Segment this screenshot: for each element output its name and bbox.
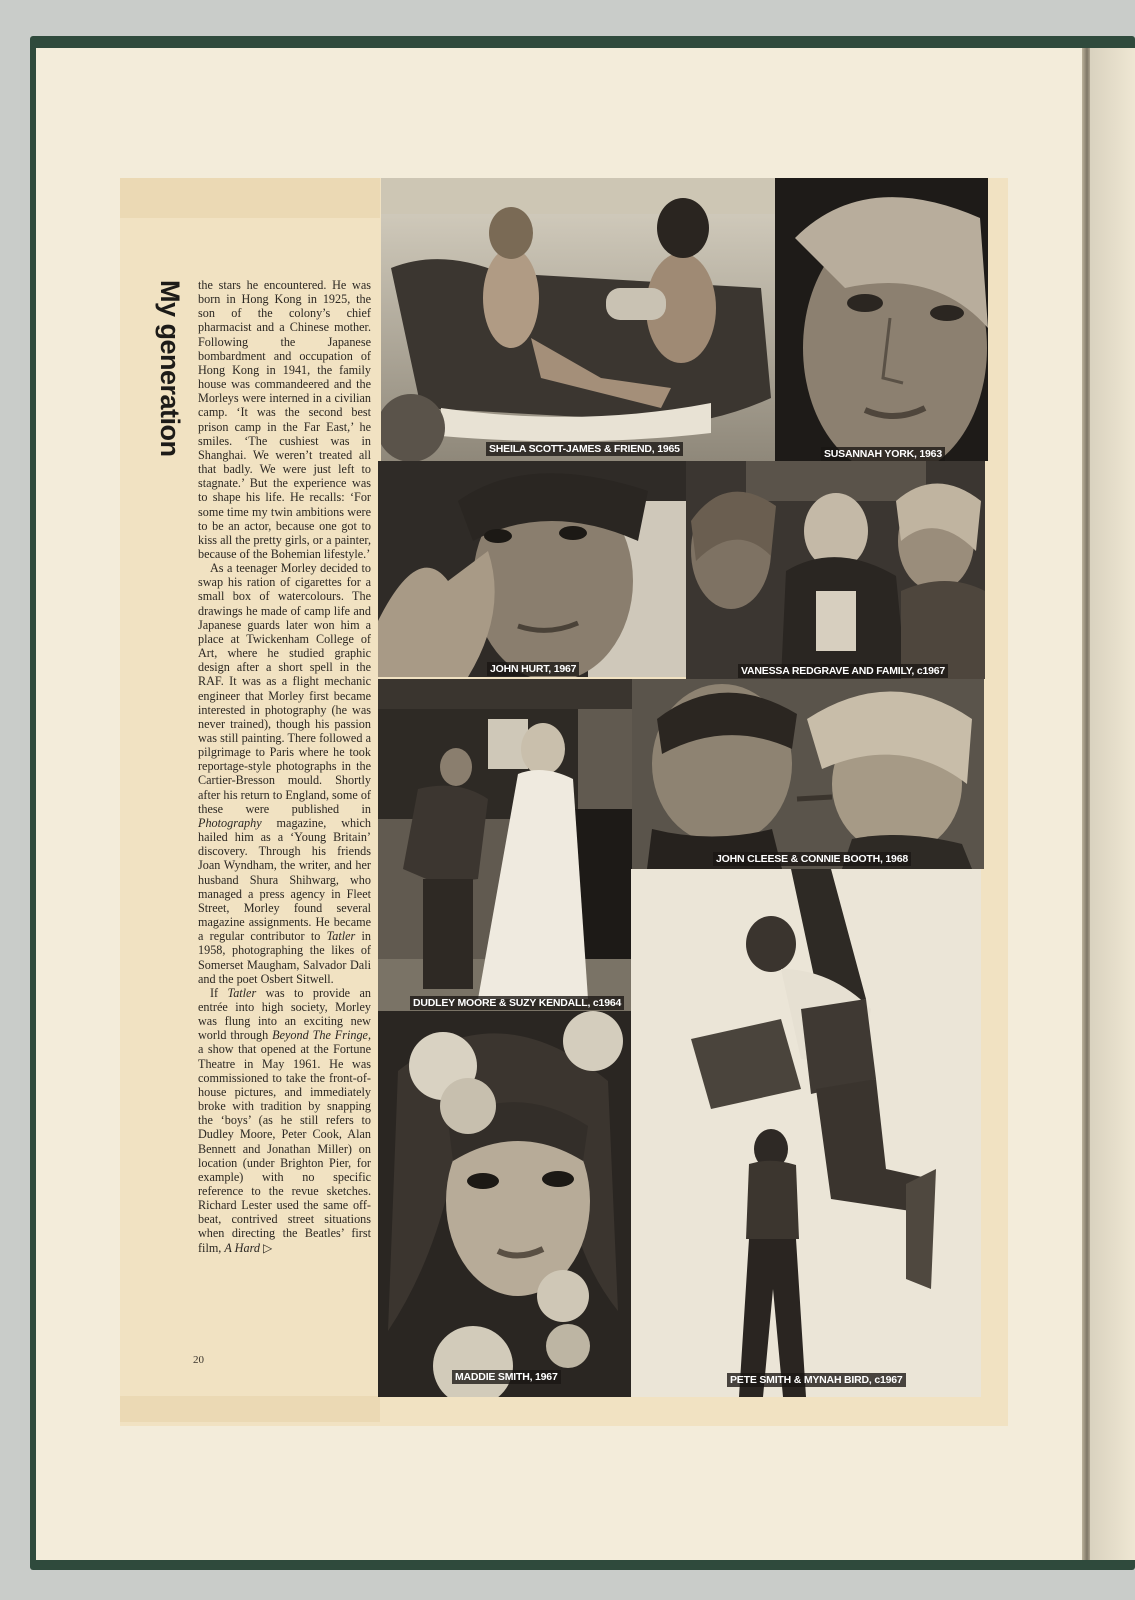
article-text-run: A Hard [224, 1240, 260, 1255]
photo-john-cleese [632, 679, 984, 869]
clipping-tint-band-bottom [120, 1396, 380, 1422]
article-text-run: was to provide an entrée into high society, Morley was flung into an exciting new world through [198, 985, 371, 1043]
photo-dudley-moore [378, 679, 632, 1011]
photo-sheila-scott-james [381, 178, 775, 461]
article-text-run: ▷ [259, 1240, 273, 1255]
photo-dudley-moore-image [378, 679, 632, 1011]
photo-vanessa-redgrave-image [686, 461, 985, 679]
caption-pete-smith: PETE SMITH & MYNAH BIRD, c1967 [727, 1373, 906, 1387]
section-heading: My generation [155, 280, 185, 457]
article-text-run: the stars he encountered. He was born in Hong Kong in 1925, the son of the colony’s chief pharmacist and a Chinese mother. Following the Japanese bombardment and occupation of Hong Kong in 1941, the family house was commandeered and the Morleys were interned in a civilian camp. ‘It was the second best prison camp in the Far East,’ he smiles. ‘The cushiest was in Shanghai. We weren’t treated all that badly. We were just left to stagnate.’ But the experience was to shape his life. He recalls: ‘For some time my twin ambitions were to be an actor, because one got to kiss all the pretty girls, or a painter, because of the Bohemian lifestyle.’ [198, 278, 371, 561]
caption-maddie-smith: MADDIE SMITH, 1967 [452, 1370, 561, 1384]
caption-susannah-york: SUSANNAH YORK, 1963 [821, 447, 945, 461]
article-text-run: Tatler [326, 929, 356, 944]
article-text-run: As a teenager Morley decided to swap his ration of cigarettes for a small box of watercolours. The drawings he made of camp life and Japanese guards later won him a place at Twickenham College of Art, where he studied graphic design after a short spell in the RAF. It was as a flight mechanic engineer that Morley first became interested in photography (he was never trained), though his passion was still painting. There followed a pilgrimage to Paris where he took reportage-style photographs in the Cartier-Bresson mould. Shortly after his return to England, some of these were published in [198, 561, 371, 816]
photo-john-hurt [378, 461, 686, 677]
photo-maddie-smith-image [378, 1011, 631, 1397]
photo-vanessa-redgrave [686, 461, 985, 679]
caption-vanessa-redgrave: VANESSA REDGRAVE AND FAMILY, c1967 [738, 664, 948, 678]
caption-john-hurt: JOHN HURT, 1967 [487, 662, 579, 676]
photo-maddie-smith [378, 1011, 631, 1397]
photo-john-cleese-image [632, 679, 984, 869]
photo-john-hurt-image [378, 461, 686, 677]
photo-sheila-scott-james-image [381, 178, 775, 461]
article-text-run: Beyond The Fringe [272, 1028, 368, 1043]
photo-susannah-york-image [775, 178, 988, 461]
article-text-run: Tatler [227, 985, 257, 1000]
clipping-tint-band-top [120, 178, 380, 218]
photo-susannah-york [775, 178, 988, 461]
photo-pete-smith [631, 869, 981, 1397]
caption-sheila-scott-james: SHEILA SCOTT-JAMES & FRIEND, 1965 [486, 442, 683, 456]
article-text-run: in 1958, photographing the likes of Somerset Maugham, Salvador Dali and the poet Osbert Sitwell. [198, 929, 371, 986]
facing-page-edge [1090, 48, 1135, 1560]
article-paragraph-3 [198, 986, 371, 1255]
article-text-run: , a show that opened at the Fortune Theatre in May 1961. He was commissioned to take the front-of-house pictures, and immediately broke with tradition by snapping the ‘boys’ (as he still refers to Dudley Moore, Peter Cook, Alan Bennett and Jonathan Miller) on location (under Brighton Pier, for example) with no specific reference to the revue sketches. Richard Lester used the same off-beat, contrived street situations when directing the Beatles’ first film, [198, 1028, 371, 1255]
article-text-run: magazine, which hailed him as a ‘Young Britain’ discovery. Through his friends Joan Wyndham, the writer, and her husband Shura Shihwarg, who managed a press agency in Fleet Street, Morley found several magazine assignments. He became a regular contributor to [198, 815, 371, 944]
page-number: 20 [193, 1354, 204, 1366]
article-text-run: If [210, 985, 228, 1000]
article-paragraph-2 [198, 561, 371, 986]
article-paragraph-1 [198, 278, 371, 561]
caption-john-cleese: JOHN CLEESE & CONNIE BOOTH, 1968 [713, 852, 911, 866]
photo-pete-smith-image [631, 869, 981, 1397]
caption-dudley-moore: DUDLEY MOORE & SUZY KENDALL, c1964 [410, 996, 624, 1010]
article-body [198, 278, 371, 1255]
article-text-run: Photography [198, 815, 262, 830]
